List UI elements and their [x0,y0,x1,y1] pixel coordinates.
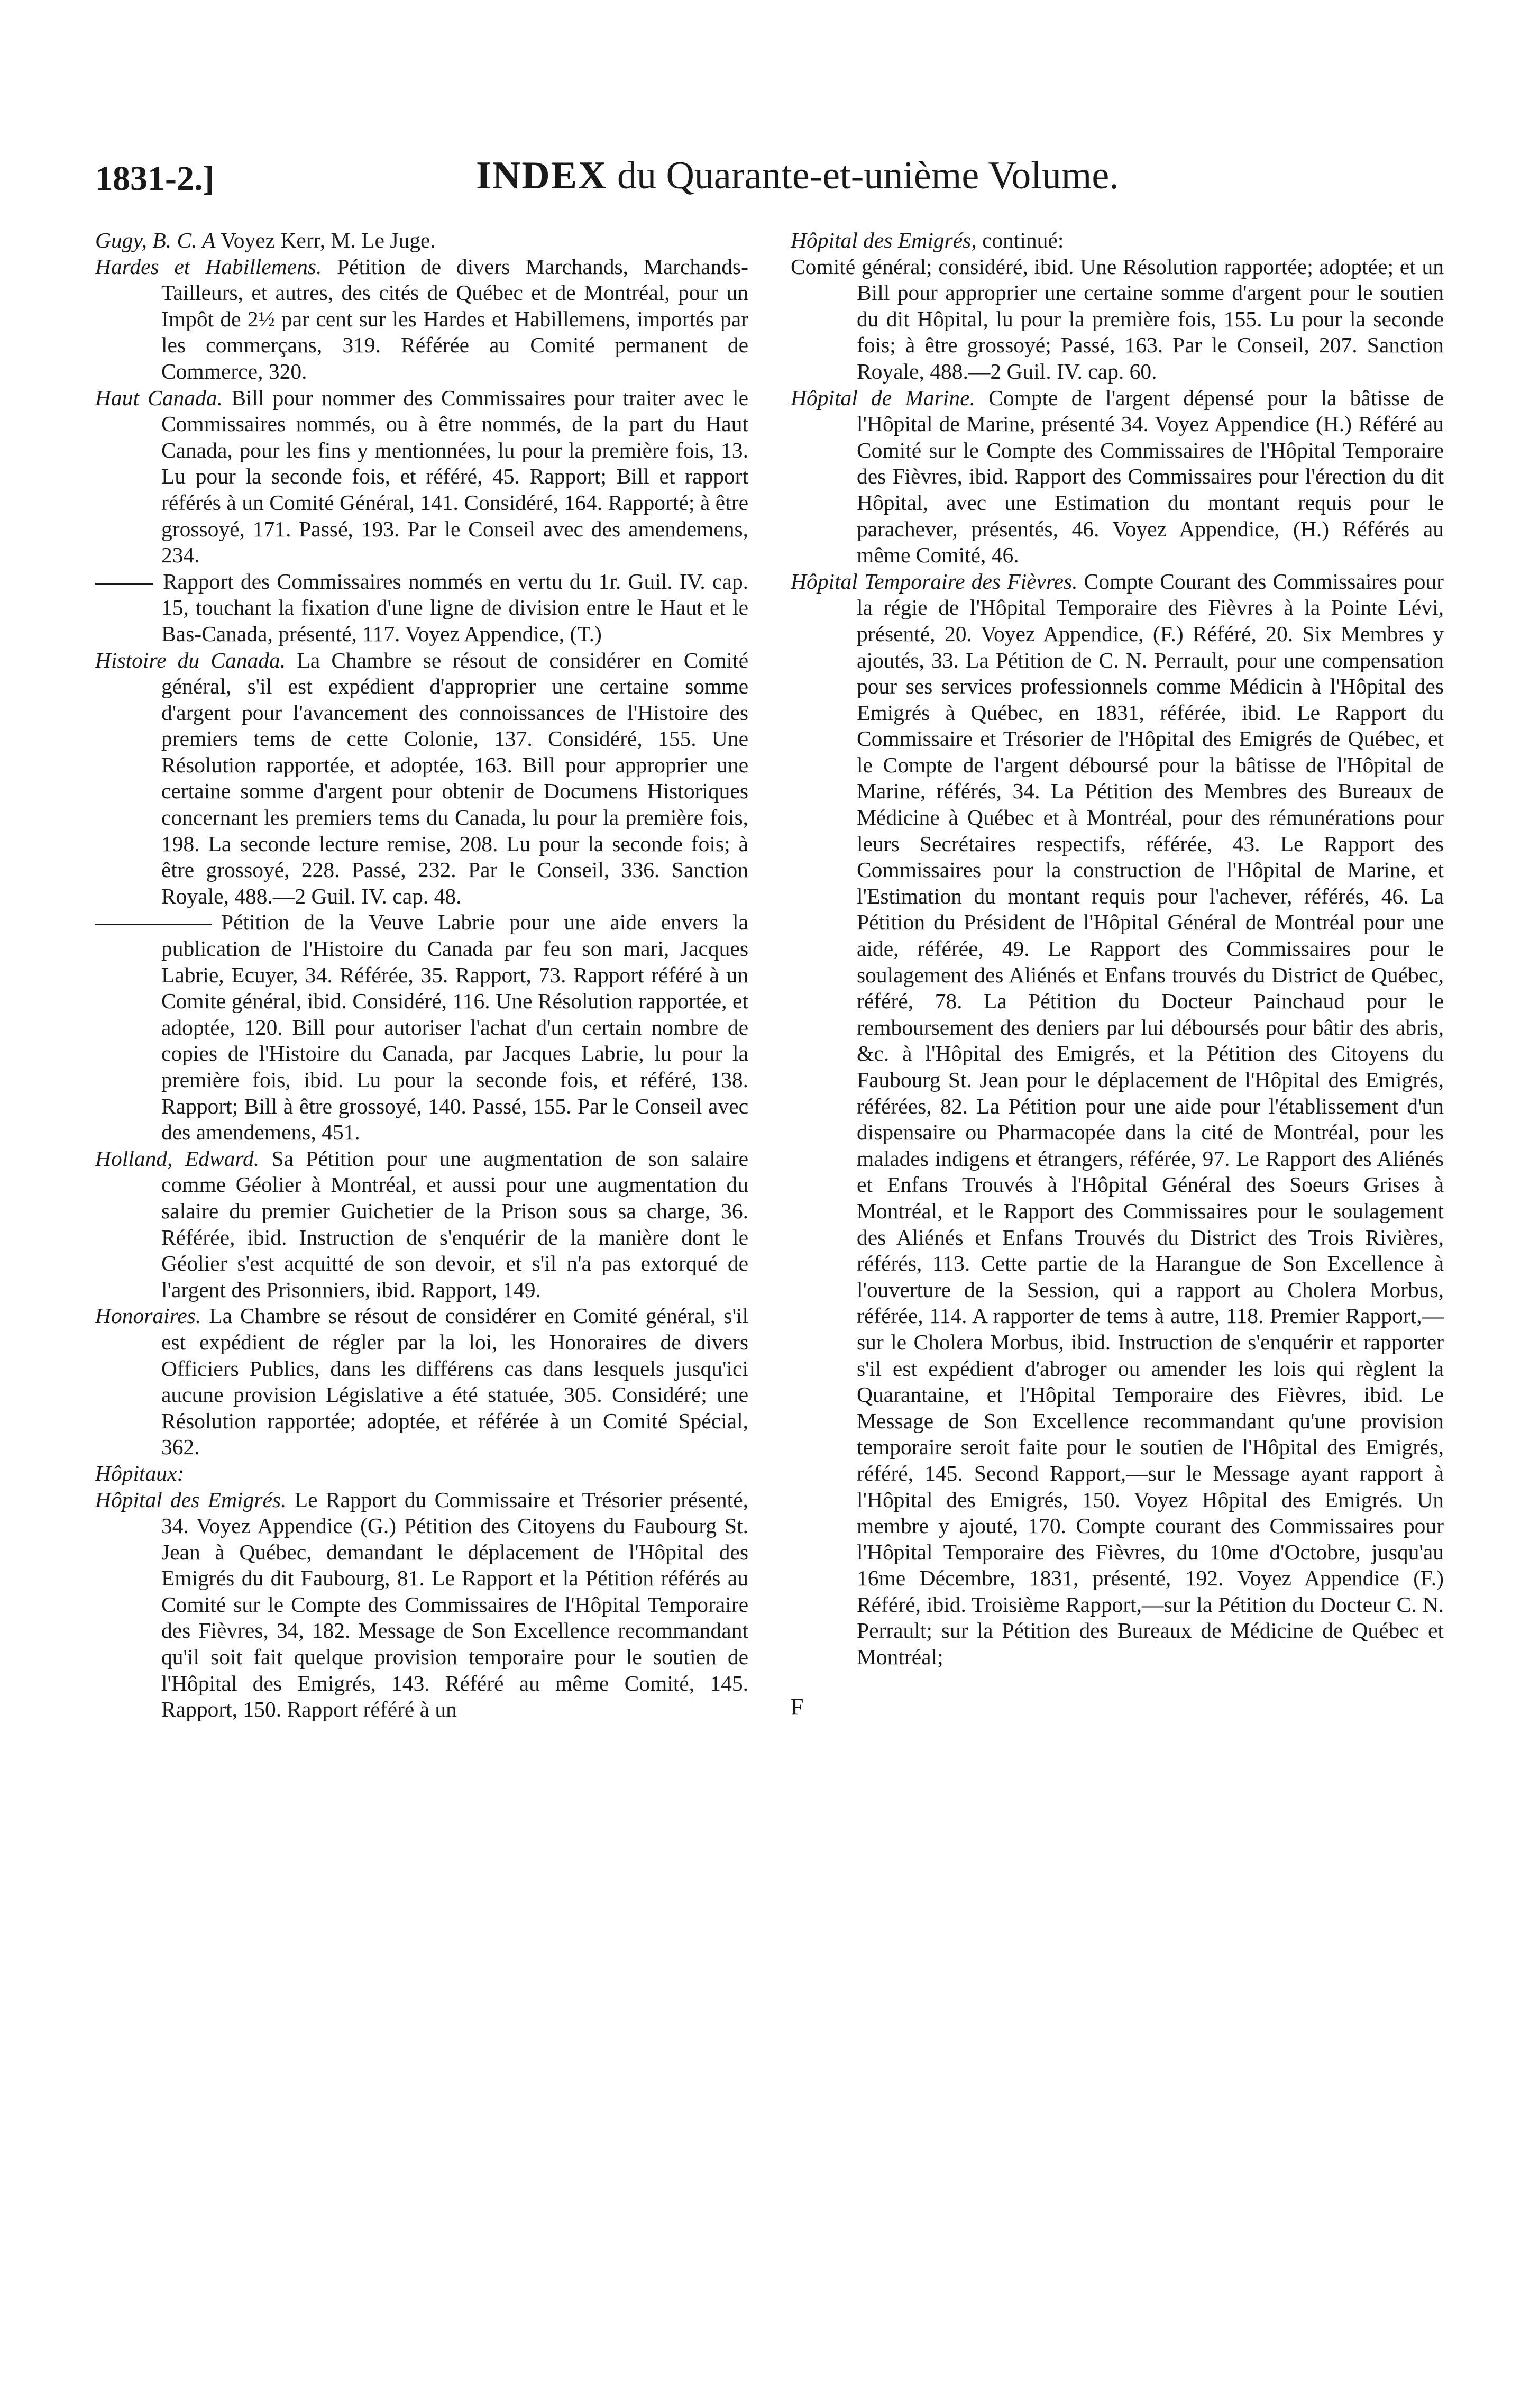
entry-text: Voyez Kerr, M. Le Juge. [215,228,436,252]
index-subentry [95,569,748,647]
entry-heading: Hôpitaux: [95,1461,185,1485]
index-entry [95,254,748,385]
page-title [476,153,1119,198]
index-entry [95,1487,748,1723]
entry-text: Sa Pétition pour une augmentation de son salaire comme Géolier à Montréal, et aussi pour une augmentation du salaire du premier Guichetier de la Prison sous sa charge, 36. Référée, ibid. Instruction de s'enquérir de la manière dont le Géolier s'est acquitté de son devoir, et s'il n'a pas extorqué de l'argent des Prisonniers, ibid. Rapport, 149. [161,1146,748,1302]
entry-heading: Haut Canada. [95,385,223,410]
index-subentry [95,909,748,1145]
index-entry [791,569,1444,1671]
entry-text: continué: [976,228,1064,252]
entry-text: La Chambre se résout de considérer en Comité général, s'il est expédient d'approprier une certaine somme d'argent pour l'avancement des connoissances de l'Histoire des premiers tems de cette Colonie, 137. Considéré, 155. Une Résolution rapportée, et adoptée, 163. Bill pour approprier une certaine somme d'argent pour obtenir de Documens Historiques concernant les premiers tems du Canada, lu pour la première fois, 198. La seconde lecture remise, 208. Lu pour la seconde fois; à être grossoyé, 228. Passé, 232. Par le Conseil, 336. Sanction Royale, 488.—2 Guil. IV. cap. 48. [161,647,748,908]
entry-text: Pétition de la Veuve Labrie pour une aide envers la publication de l'Histoire du Canada par feu son mari, Jacques Labrie, Ecuyer, 34. Référée, 35. Rapport, 73. Rapport référé à un Comite général, ibid. Considéré, 116. Une Résolution rapportée, et adoptée, 120. Bill pour autoriser l'achat d'un certain nombre de copies de l'Histoire du Canada, par Jacques Labrie, lu pour la première fois, ibid. Lu pour la seconde fois, et référé, 138. Rapport; Bill à être grossoyé, 140. Passé, 155. Par le Conseil avec des amendemens, 451. [161,910,748,1145]
entry-text: Comité général; considéré, ibid. Une Résolution rapportée; adoptée; et un Bill pour approprier une certaine somme d'argent pour le soutien du dit Hôpital, lu pour la première fois, 155. Lu pour la seconde fois; à être grossoyé; Passé, 163. Par le Conseil, 207. Sanction Royale, 488.—2 Guil. IV. cap. 60. [791,254,1444,384]
index-columns [95,227,1444,2333]
entry-heading: Gugy, B. C. A [95,228,216,252]
entry-heading: Hardes et Habillemens. [95,254,322,279]
index-entry [95,1146,748,1303]
right-column [791,227,1444,2333]
page-header [95,153,1444,212]
index-entry [791,227,1444,254]
title-rest: du Quarante-et-unième Volume. [607,154,1119,197]
entry-heading: Hôpital Temporaire des Fièvres. [791,569,1078,594]
entry-text: Rapport des Commissaires nommés en vertu du 1r. Guil. IV. cap. 15, touchant la fixation d'une ligne de division entre le Haut et le Bas-Canada, présenté, 117. Voyez Appendice, (T.) [161,569,748,646]
title-index-word: INDEX [476,154,608,197]
entry-heading: Hôpital de Marine. [791,385,975,410]
entry-heading: Hôpital des Emigrés, [791,228,977,252]
index-subentry [791,254,1444,385]
signature-mark: F [791,1693,804,1720]
index-entry [95,1461,748,1487]
entry-heading: Histoire du Canada. [95,647,286,672]
ditto-dash [95,924,212,925]
entry-text: La Chambre se résout de considérer en Comité général, s'il est expédient de régler par la loi, les Honoraires de divers Officiers Publics, dans les différens cas dans lesquels jusqu'ici aucune provision Législative a été statuée, 305. Considéré; une Résolution rapportée; adoptée, et référée à un Comité Spécial, 362. [161,1303,748,1460]
entry-text: Le Rapport du Commissaire et Trésorier présenté, 34. Voyez Appendice (G.) Pétition des Citoyens du Faubourg St. Jean à Québec, demandant le déplacement de l'Hôpital des Emigrés du dit Faubourg, 81. Le Rapport et la Pétition référés au Comité sur le Compte des Commissaires de l'Hôpital Temporaire des Fièvres, 34, 182. Message de Son Excellence recommandant qu'il soit fait quelque provision temporaire pour le soutien de l'Hôpital des Emigrés, 143. Référé au même Comité, 145. Rapport, 150. Rapport référé à un [161,1487,748,1722]
document-page [95,153,1444,2375]
entry-text: Compte de l'argent dépensé pour la bâtisse de l'Hôpital de Marine, présenté 34. Voyez Appendice (H.) Référé au Comité sur le Compte des Commissaires de l'Hôpital Temporaire des Fièvres, ibid. Rapport des Commissaires pour l'érection du dit Hôpital, avec une Estimation du montant requis pour le parachever, présentés, 46. Voyez Appendice, (H.) Référés au même Comité, 46. [857,385,1444,568]
index-entry [791,385,1444,569]
entry-text: Pétition de divers Marchands, Marchands-Tailleurs, et autres, des cités de Québec et de Montréal, pour un Impôt de 2½ par cent sur les Hardes et Habillemens, importés par les commerçans, 319. Référée au Comité permanent de Commerce, 320. [161,254,748,384]
entry-text: Compte Courant des Commissaires pour la régie de l'Hôpital Temporaire des Fièvres à la Pointe Lévi, présenté, 20. Voyez Appendice, (F.) Référé, 20. Six Membres y ajoutés, 33. La Pétition de C. N. Perrault, pour une compensation pour ses services professionnels comme Médicin à l'Hôpital des Emigrés à Québec, en 1831, référée, ibid. Le Rapport du Commissaire et Trésorier de l'Hôpital des Emigrés de Québec, et le Compte de l'argent déboursé pour la bâtisse de l'Hôpital de Marine, référés, 34. La Pétition des Membres des Bureaux de Médicine à Québec et à Montréal, pour des rémunérations pour leurs Secrétaires respectifs, référée, 43. Le Rapport des Commissaires pour la construction de l'Hôpital de Marine, et l'Estimation du montant requis pour l'achever, référés, 46. La Pétition du Président de l'Hôpital Général de Montréal pour une aide, référée, 49. Le Rapport des Commissaires pour le soulagement des Aliénés et Enfans trouvés du District de Québec, référé, 78. La Pétition du Docteur Painchaud pour le remboursement des deniers par lui déboursés pour bâtir des abris, &c. à l'Hôpital des Emigrés, et la Pétition des Citoyens du Faubourg St. Jean pour le déplacement de l'Hôpital des Emigrés, référées, 82. La Pétition pour une aide pour l'établissement d'un dispensaire ou Pharmacopée dans la cité de Montréal, pour les malades indigens et étrangers, référée, 97. Le Rapport des Aliénés et Enfans Trouvés à l'Hôpital Général des Soeurs Grises à Montréal, et le Rapport des Commissaires pour le soulagement des Aliénés et Enfans Trouvés du District des Trois Rivières, référés, 113. Cette partie de la Harangue de Son Excellence à l'ouverture de la Session, qui a rapport au Cholera Morbus, référée, 114. A rapporter de tems à autre, 118. Premier Rapport,—sur le Cholera Morbus, ibid. Instruction de s'enquérir et rapporter s'il est expédient d'abroger ou amender les lois qui règlent la Quarantaine, et l'Hôpital Temporaire des Fièvres, ibid. Le Message de Son Excellence recommandant qu'une provision temporaire seroit faite pour le soutien de l'Hôpital des Emigrés, référé, 145. Second Rapport,—sur le Message ayant rapport à l'Hôpital des Emigrés, 150. Voyez Hôpital des Emigrés. Un membre y ajouté, 170. Compte courant des Commissaires pour l'Hôpital Temporaire des Fièvres, du 10me d'Octobre, jusqu'au 16me Décembre, 1831, présenté, 192. Voyez Appendice (F.) Référé, ibid. Troisième Rapport,—sur la Pétition du Docteur C. N. Perrault; sur la Pétition des Bureaux de Médicine de Québec et Montréal; [857,569,1444,1670]
entry-heading: Holland, Edward. [95,1146,260,1171]
entry-heading: Honoraires. [95,1303,201,1328]
index-entry [95,1303,748,1461]
entry-heading: Hôpital des Emigrés. [95,1487,287,1512]
index-entry [95,227,748,254]
left-column [95,227,748,2333]
index-entry [95,385,748,569]
entry-text: Bill pour nommer des Commissaires pour traiter avec le Commissaires nommés, ou à être nommés, de la part du Haut Canada, pour les fins y mentionnées, lu pour la première fois, 13. Lu pour la seconde fois, et référé, 45. Rapport; Bill et rapport référés à un Comité Général, 141. Considéré, 164. Rapporté; à être grossoyé, 171. Passé, 193. Par le Conseil avec des amendemens, 234. [161,385,748,568]
page-range-label: 1831-2.] [95,159,215,198]
index-entry [95,647,748,910]
ditto-dash [95,583,153,585]
